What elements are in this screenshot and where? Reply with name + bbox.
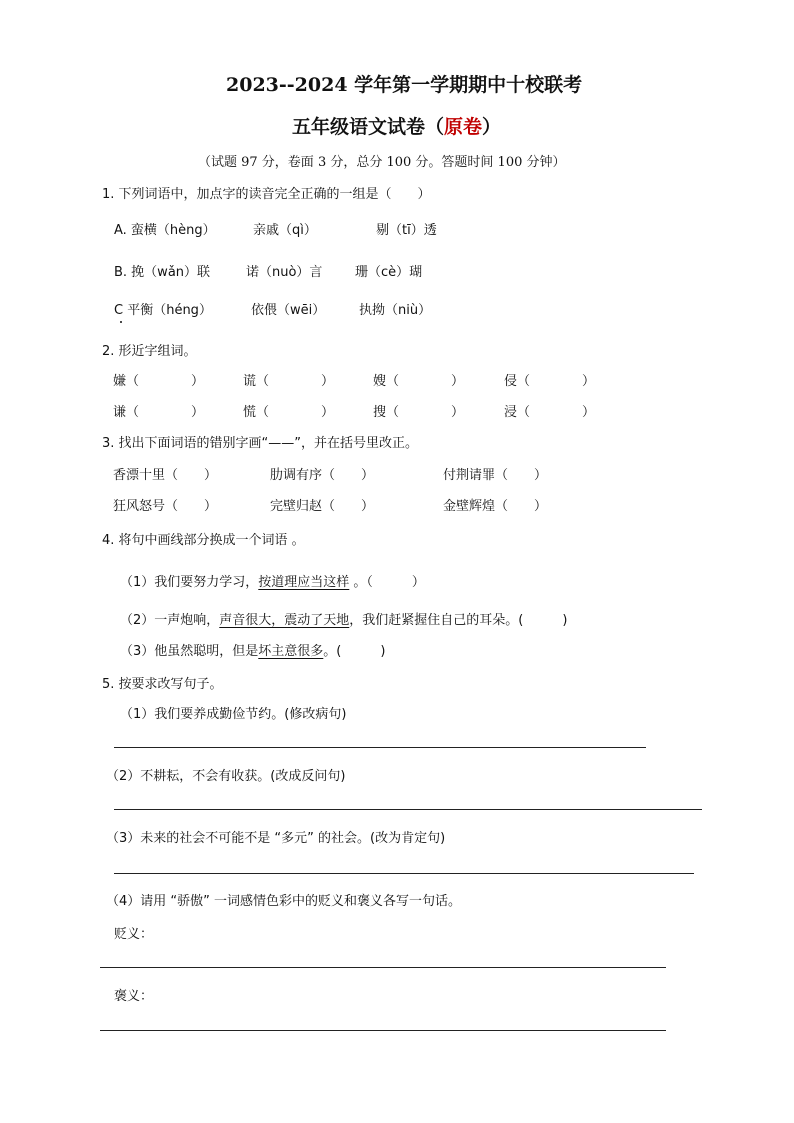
answer-line-derogatory[interactable] [100,967,666,968]
q1-c1: C 平衡（héng） [114,303,212,318]
q4-s3-underlined: 坏主意很多 [258,644,324,659]
q4-s1-post: 。（ ） [349,575,425,590]
q3-r2-1: 狂风怒号（ ） [113,499,218,514]
q2-stem: 2. 形近字组词。 [102,344,197,359]
q3-r2-3: 金壁辉煌（ ） [443,499,548,514]
label-derogatory: 贬义： [114,927,154,942]
answer-line-1[interactable] [114,747,646,748]
exam-title: 2023--2024 学年第一学期期中十校联考 [226,74,583,96]
q2-r2-4: 浸（ ） [504,405,596,420]
subtitle-main: 五年级语文试卷（ [292,116,445,138]
q4-s2-underlined: 声音很大，震动了天地 [219,613,350,628]
q1-b2: 诺（nuò）言 [246,265,323,280]
q4-s2-pre: （2）一声炮响， [120,613,220,628]
label-commendatory: 褒义： [114,989,154,1004]
q4-sentence-2 [120,609,567,628]
q4-sentence-3 [120,640,385,659]
q5-s4: （4）请用 “骄傲” 一词感情色彩中的贬义和褒义各写一句话。 [106,894,462,909]
emphasis-dot [120,321,122,323]
exam-note: （试题 97 分，卷面 3 分，总分 100 分。答题时间 100 分钟） [198,155,566,170]
q1-c2: 依偎（wēi） [251,303,326,318]
q2-r2-2: 慌（ ） [243,405,335,420]
q1-a1: A. 蛮横（hèng） [114,223,216,238]
subtitle-original-label: 原卷 [444,116,483,138]
q2-r2-1: 谦（ ） [113,405,205,420]
q5-s1: （1）我们要养成勤俭节约。(修改病句) [120,707,347,722]
answer-line-2[interactable] [114,809,702,810]
q5-s2: （2）不耕耘，不会有收获。(改成反问句) [106,769,346,784]
answer-line-commendatory[interactable] [100,1030,666,1031]
q5-stem: 5. 按要求改写句子。 [102,677,223,692]
q2-r1-1: 嫌（ ） [113,374,205,389]
q2-r1-4: 侵（ ） [504,374,596,389]
q3-r1-3: 付荆请罪（ ） [443,468,548,483]
q1-stem: 1. 下列词语中，加点字的读音完全正确的一组是（ ） [102,187,431,202]
q2-r1-2: 谎（ ） [243,374,335,389]
q4-s2-post: ，我们赶紧握住自己的耳朵。( ) [349,613,568,628]
q5-s3: （3）未来的社会不可能不是 “多元” 的社会。(改为肯定句) [106,831,446,846]
subtitle-close: ） [482,116,502,138]
q3-stem: 3. 找出下面词语的错别字画“——”，并在括号里改正。 [102,436,419,451]
q1-a2: 亲戚（qì） [253,223,317,238]
exam-subtitle [292,112,501,139]
q1-c3: 执拗（niù） [359,303,432,318]
q2-r1-3: 嫂（ ） [373,374,465,389]
q1-b1: B. 挽（wǎn）联 [114,265,211,280]
q4-s3-post: 。( ) [323,644,386,659]
q1-b3: 珊（cè）瑚 [355,265,423,280]
q1-a3: 剔（tī）透 [376,223,437,238]
q2-r2-3: 搜（ ） [373,405,465,420]
q4-sentence-1 [120,571,425,590]
answer-line-3[interactable] [114,873,694,874]
q3-r2-2: 完壁归赵（ ） [270,499,375,514]
q4-s1-underlined: 按道理应当这样 [258,575,350,590]
q4-s3-pre: （3）他虽然聪明，但是 [120,644,259,659]
q4-s1-pre: （1）我们要努力学习， [120,575,259,590]
q3-r1-2: 肋调有序（ ） [270,468,375,483]
q4-stem: 4. 将句中画线部分换成一个词语 。 [102,533,305,548]
q3-r1-1: 香漂十里（ ） [113,468,218,483]
